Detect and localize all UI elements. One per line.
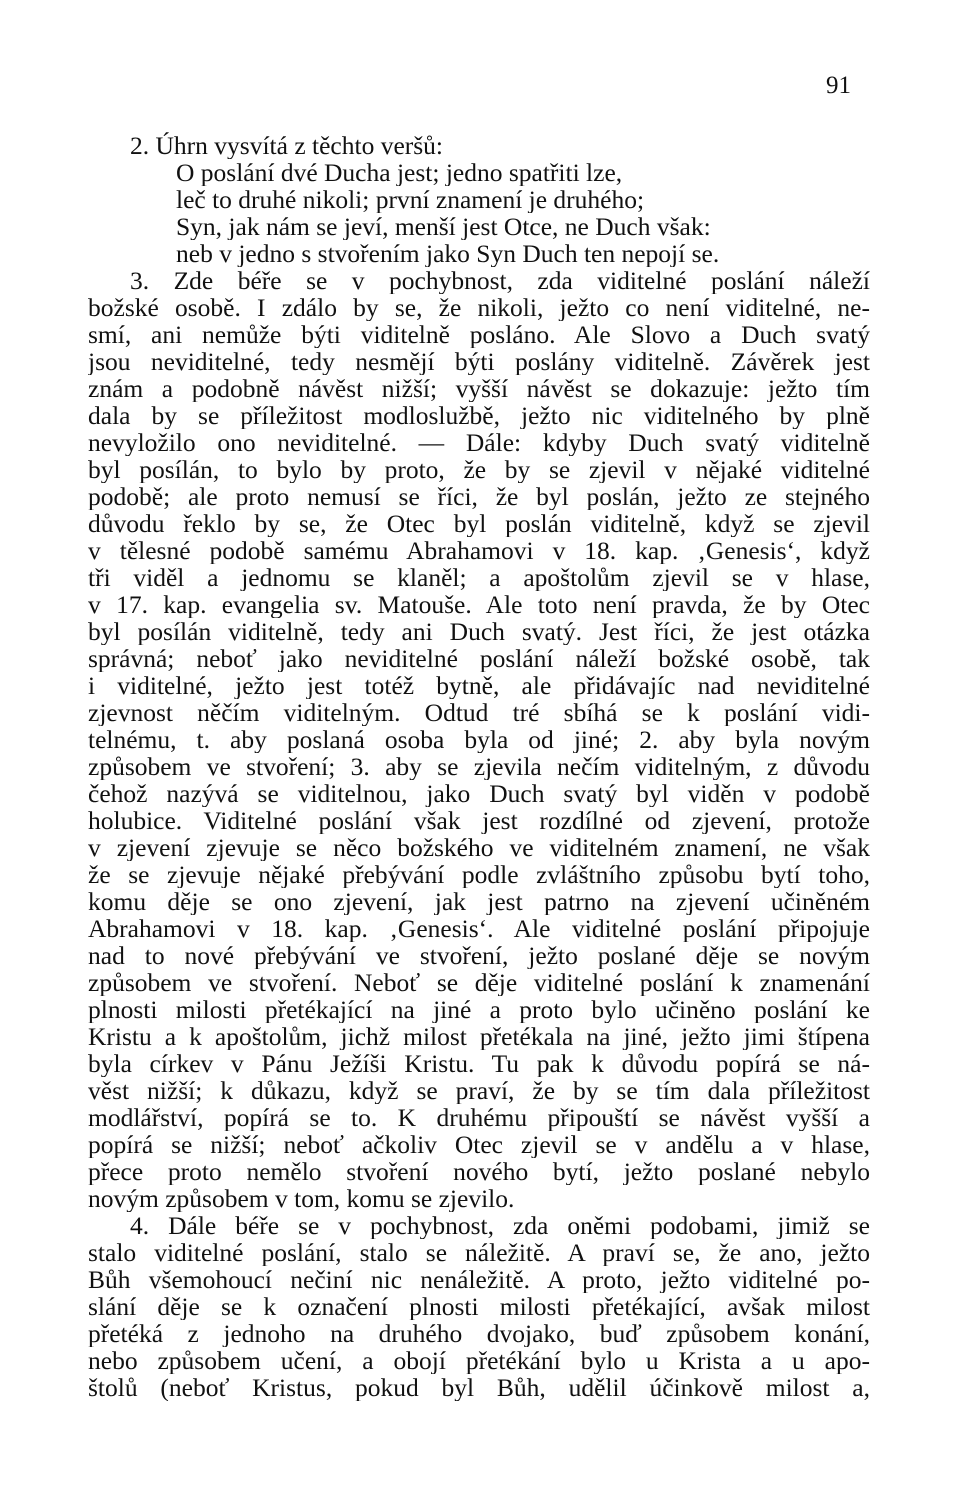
verse-line: neb v jedno s stvořením jako Syn Duch ten nepojí se. bbox=[176, 240, 720, 267]
text-line: byla církev v Pánu Ježíši Kristu. Tu pak k důvodu popírá se ná- bbox=[88, 1050, 870, 1077]
text-line: byl posílán, to bylo by proto, že by se zjevil v nějaké viditelné bbox=[88, 456, 870, 483]
text-line: důvodu řeklo by se, že Otec byl poslán viditelně, když se zjevil bbox=[88, 510, 870, 537]
text-line: nevyložilo ono neviditelné. — Dále: kdyby Duch svatý viditelně bbox=[88, 429, 870, 456]
page-number: 91 bbox=[826, 72, 851, 99]
text-line: způsobem ve stvoření; 3. aby se zjevila nečím viditelným, z důvodu bbox=[88, 753, 870, 780]
text-line: holubice. Viditelné poslání však jest rozdílné od zjevení, protože bbox=[88, 807, 870, 834]
text-line: věst nižší; k důkazu, když se praví, že by se tím dala příležitost bbox=[88, 1077, 870, 1104]
text-line: stalo viditelné poslání, stalo se náležitě. A praví se, že ano, ježto bbox=[88, 1239, 870, 1266]
text-line: modlářství, popírá se to. K druhému připouští se návěst vyšší a bbox=[88, 1104, 870, 1131]
text-line: i viditelné, ježto jest totéž bytně, ale přidávajíc nad neviditelné bbox=[88, 672, 870, 699]
text-line: Bůh všemohoucí nečiní nic nenáležitě. A proto, ježto viditelné po- bbox=[88, 1266, 870, 1293]
text-line: přece proto nemělo stvoření nového bytí, ježto poslané nebylo bbox=[88, 1158, 870, 1185]
text-line: v tělesné podobě samému Abrahamovi v 18. kap. ‚Genesis‘, když bbox=[88, 537, 870, 564]
text-line: znám a podobně návěst nižší; vyšší návěst se dokazuje: ježto tím bbox=[88, 375, 870, 402]
text-line: štolů (neboť Kristus, pokud byl Bůh, udělil účinkově milost a, bbox=[88, 1374, 870, 1401]
text-line: božské osobě. I zdálo by se, že nikoli, ježto co není viditelné, ne- bbox=[88, 294, 870, 321]
text-line: správná; neboť jako neviditelné poslání náleží božské osobě, tak bbox=[88, 645, 870, 672]
text-line: plnosti milosti přetékající na jiné a proto bylo učiněno poslání ke bbox=[88, 996, 870, 1023]
text-line: 2. Úhrn vysvítá z těchto veršů: bbox=[130, 132, 444, 159]
text-line: podobě; ale proto nemusí se říci, že byl poslán, ježto ze stejného bbox=[88, 483, 870, 510]
text-line: zjevnost něčím viditelným. Odtud tré sbíhá se k poslání vidi- bbox=[88, 699, 870, 726]
text-line: čehož nazývá se viditelnou, jako Duch svatý byl viděn v podobě bbox=[88, 780, 870, 807]
body-text bbox=[88, 132, 870, 1401]
text-line: v 17. kap. evangelia sv. Matouše. Ale toto není pravda, že by Otec bbox=[88, 591, 870, 618]
text-line: jsou neviditelné, tedy nesmějí býti poslány viditelně. Závěrek jest bbox=[88, 348, 870, 375]
verse-line: O poslání dvé Ducha jest; jedno spatřiti lze, bbox=[176, 159, 623, 186]
text-line: popírá se nižší; neboť ačkoliv Otec zjevil se v andělu a v hlase, bbox=[88, 1131, 870, 1158]
text-line: nad to nové přebývání ve stvoření, ježto poslané děje se novým bbox=[88, 942, 870, 969]
text-line: v zjevení zjevuje se něco božského ve viditelném znamení, ne však bbox=[88, 834, 870, 861]
text-line: přetéká z jednoho na druhého dvojako, buď způsobem konání, bbox=[88, 1320, 870, 1347]
text-line: smí, ani nemůže býti viditelně posláno. Ale Slovo a Duch svatý bbox=[88, 321, 870, 348]
text-line: Abrahamovi v 18. kap. ‚Genesis‘. Ale viditelné poslání připojuje bbox=[88, 915, 870, 942]
text-line: 4. Dále béře se v pochybnost, zda oněmi podobami, jimiž se bbox=[130, 1212, 870, 1239]
text-line: Kristu a k apoštolům, jichž milost přetékala na jiné, ježto jimi štípena bbox=[88, 1023, 870, 1050]
text-line: slání děje se k označení plnosti milosti přetékající, avšak milost bbox=[88, 1293, 870, 1320]
text-line: komu děje se ono zjevení, jak jest patrno na zjevení učiněném bbox=[88, 888, 870, 915]
verse-line: leč to druhé nikoli; první znamení je druhého; bbox=[176, 186, 645, 213]
text-line: byl posílán viditelně, tedy ani Duch svatý. Jest říci, že jest otázka bbox=[88, 618, 870, 645]
text-line: způsobem ve stvoření. Neboť se děje viditelné poslání k znamenání bbox=[88, 969, 870, 996]
text-line: telnému, t. aby poslaná osoba byla od jiné; 2. aby byla novým bbox=[88, 726, 870, 753]
verse-line: Syn, jak nám se jeví, menší jest Otce, ne Duch však: bbox=[176, 213, 711, 240]
text-line: nebo způsobem učení, a obojí přetékání bylo u Krista a u apo- bbox=[88, 1347, 870, 1374]
text-line: 3. Zde béře se v pochybnost, zda viditelné poslání náleží bbox=[130, 267, 870, 294]
text-line: dala by se příležitost modloslužbě, ježto nic viditelného by plně bbox=[88, 402, 870, 429]
text-line: novým způsobem v tom, komu se zjevilo. bbox=[88, 1185, 515, 1212]
text-line: tři viděl a jednomu se klaněl; a apoštolům zjevil se v hlase, bbox=[88, 564, 870, 591]
text-line: že se zjevuje nějaké přebývání podle zvláštního způsobu bytí toho, bbox=[88, 861, 870, 888]
